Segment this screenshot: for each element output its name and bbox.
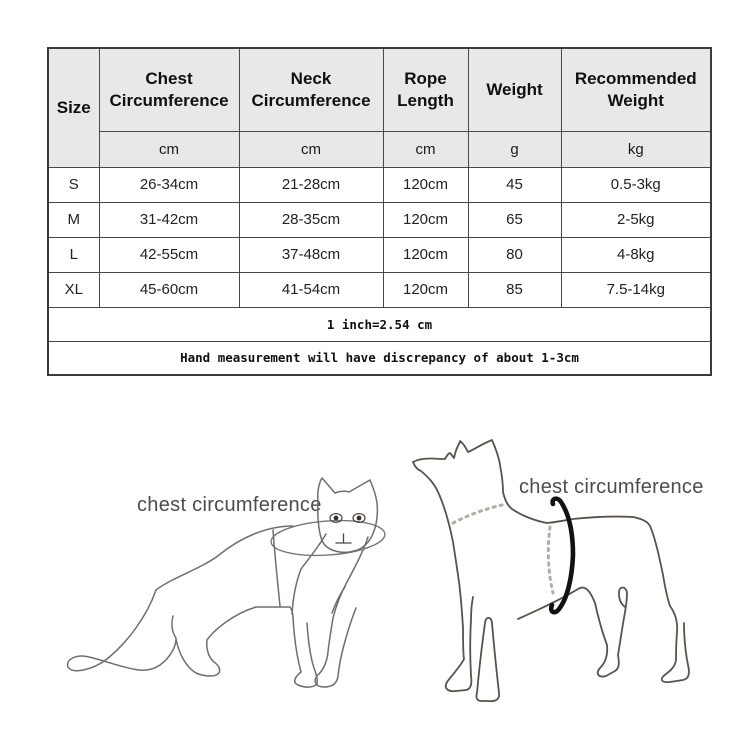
note-inch-conversion: 1 inch=2.54 cm <box>48 307 711 341</box>
dog-illustration <box>400 425 705 715</box>
cat-face <box>330 514 365 543</box>
cat-chest-circumference-label: chest circumference <box>137 494 322 516</box>
note-row-discrepancy <box>48 341 711 375</box>
cell-recommended: 2-5kg <box>561 202 711 237</box>
cat-illustration <box>60 430 405 700</box>
cell-size: L <box>48 237 99 272</box>
column-header-weight: Weight <box>468 48 561 131</box>
cell-recommended: 7.5-14kg <box>561 272 711 307</box>
cell-neck: 37-48cm <box>239 237 383 272</box>
cell-chest: 26-34cm <box>99 167 239 202</box>
dog-chest-measure-ellipse <box>551 499 573 613</box>
unit-recommended: kg <box>561 131 711 167</box>
cell-size: M <box>48 202 99 237</box>
dog-chest-circumference-label: chest circumference <box>519 476 704 498</box>
column-header-rope: Rope Length <box>383 48 468 131</box>
note-row-inch <box>48 307 711 341</box>
unit-rope: cm <box>383 131 468 167</box>
cat-pupil-left <box>334 516 339 521</box>
cell-chest: 31-42cm <box>99 202 239 237</box>
cell-chest: 45-60cm <box>99 272 239 307</box>
cat-chest-measure-ellipse <box>270 517 386 559</box>
dog-neck-dotted-line <box>453 505 502 523</box>
cell-neck: 28-35cm <box>239 202 383 237</box>
cell-rope: 120cm <box>383 237 468 272</box>
cell-rope: 120cm <box>383 272 468 307</box>
cell-recommended: 0.5-3kg <box>561 167 711 202</box>
cat-pupil-right <box>357 516 362 521</box>
unit-weight: g <box>468 131 561 167</box>
dog-body-outline <box>413 440 689 701</box>
table-row-l <box>48 237 711 272</box>
cat-body-outline <box>68 526 368 687</box>
header-row <box>48 48 711 131</box>
column-header-recommended: Recommended Weight <box>561 48 711 131</box>
unit-chest: cm <box>99 131 239 167</box>
cell-weight: 65 <box>468 202 561 237</box>
table-row-xl <box>48 272 711 307</box>
table-row-m <box>48 202 711 237</box>
units-row <box>48 131 711 167</box>
cell-neck: 41-54cm <box>239 272 383 307</box>
cat-head <box>318 478 378 552</box>
note-measurement-discrepancy: Hand measurement will have discrepancy of about 1-3cm <box>48 341 711 375</box>
cat-mouth <box>336 534 351 543</box>
cell-weight: 45 <box>468 167 561 202</box>
column-header-neck: Neck Circumference <box>239 48 383 131</box>
table-row-s <box>48 167 711 202</box>
unit-neck: cm <box>239 131 383 167</box>
column-header-chest: Chest Circumference <box>99 48 239 131</box>
cell-chest: 42-55cm <box>99 237 239 272</box>
cell-rope: 120cm <box>383 167 468 202</box>
cell-rope: 120cm <box>383 202 468 237</box>
cell-weight: 85 <box>468 272 561 307</box>
cell-recommended: 4-8kg <box>561 237 711 272</box>
cell-neck: 21-28cm <box>239 167 383 202</box>
size-chart-table <box>47 47 712 376</box>
cell-size: S <box>48 167 99 202</box>
column-header-size: Size <box>48 48 99 167</box>
cell-weight: 80 <box>468 237 561 272</box>
cell-size: XL <box>48 272 99 307</box>
dog-chest-dotted-line <box>548 527 553 593</box>
